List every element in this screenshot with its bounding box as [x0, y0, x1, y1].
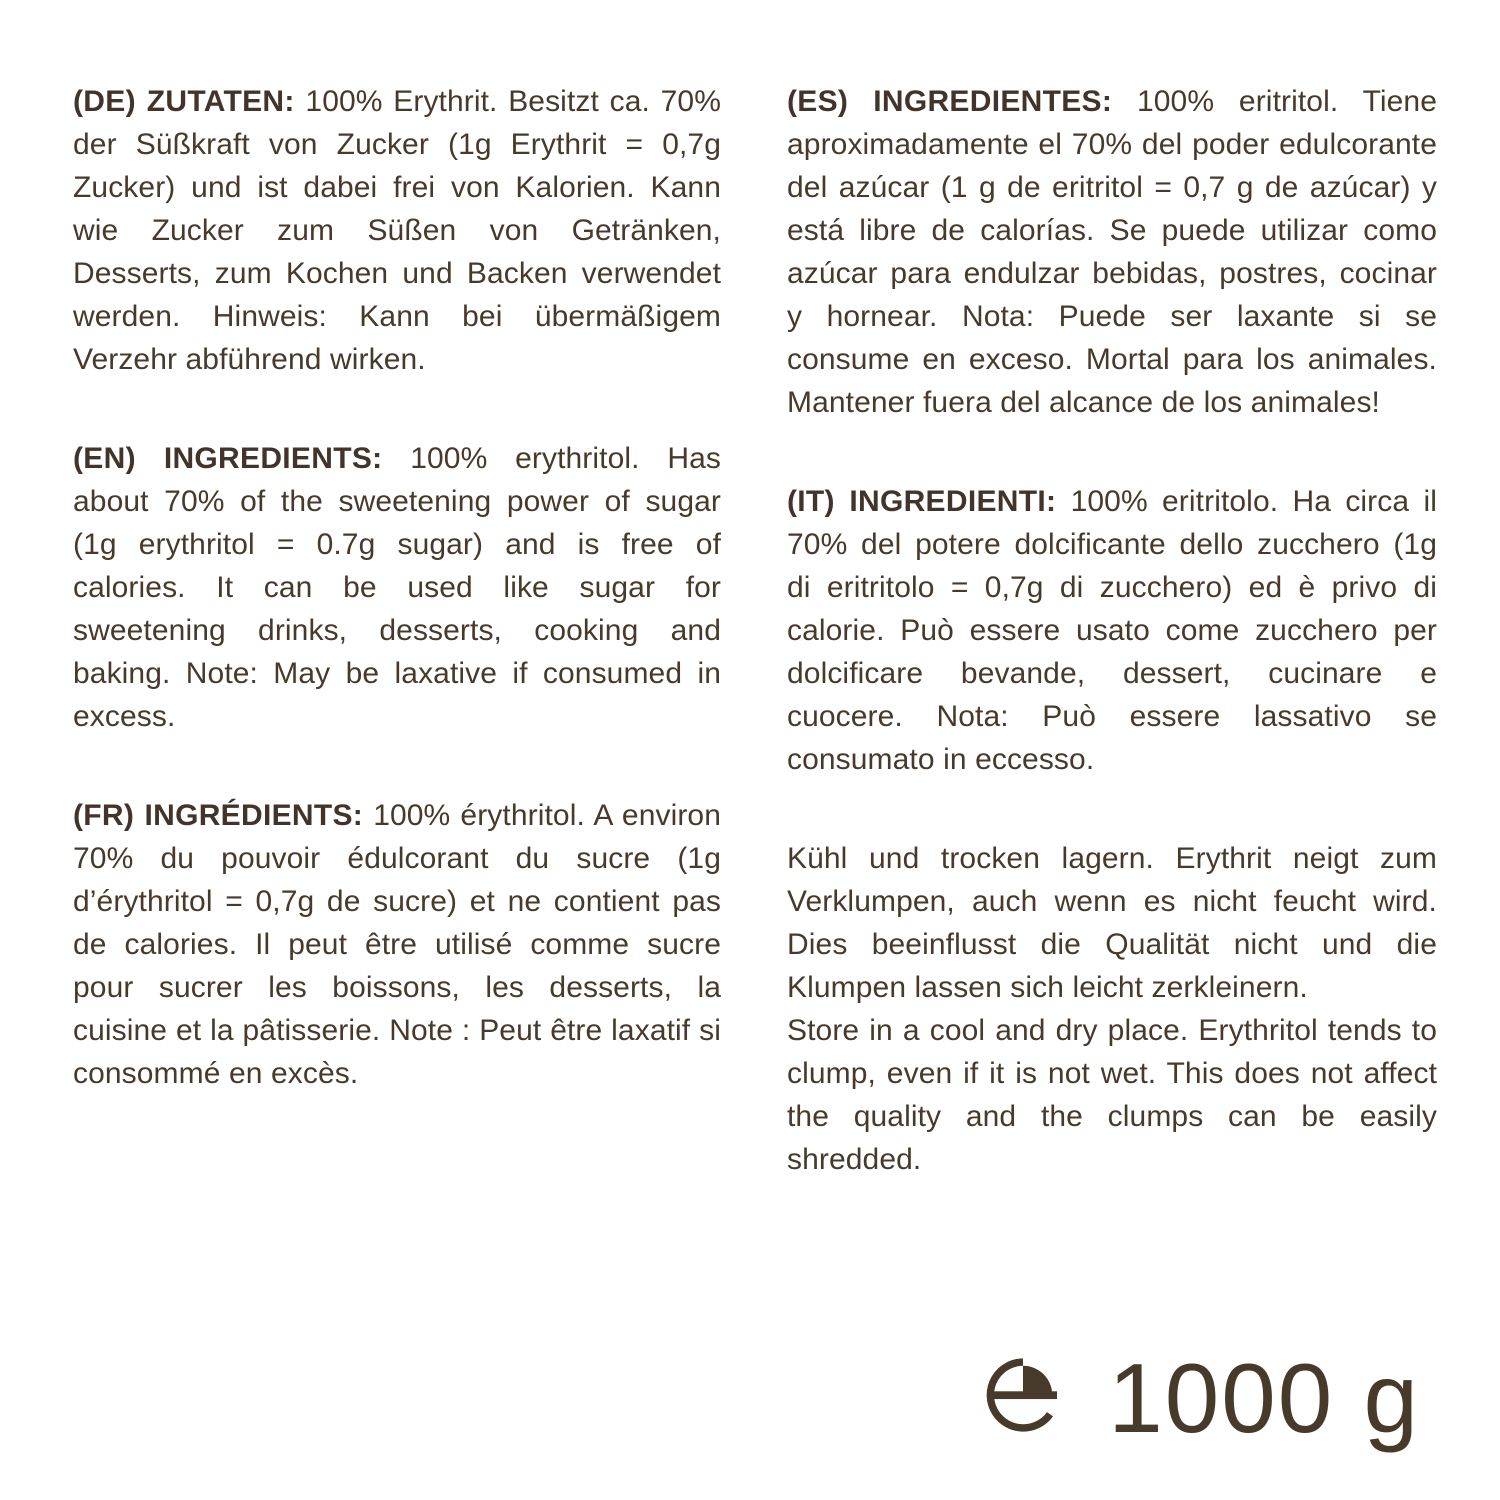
section-heading-en: (EN) INGREDIENTS: [73, 442, 383, 475]
left-column [73, 80, 721, 1151]
net-quantity [984, 1343, 1420, 1453]
section-body-de: 100% Erythrit. Besitzt ca. 70% der Süßkraft von Zucker (1g Erythrit = 0,7g Zucker) und ist dabei frei von Kalorien. Kann wie Zucker zum Süßen von Getränken, Desserts, zum Kochen und Backen verwendet werden. Hinweis: Kann bei übermäßigem Verzehr abführend wirken. [73, 85, 721, 376]
ingredients-section-es [787, 80, 1437, 424]
ingredients-section-it [787, 480, 1437, 781]
section-heading-es: (ES) INGREDIENTES: [787, 85, 1113, 118]
estimated-sign-icon [984, 1358, 1062, 1436]
ingredients-section-en [73, 437, 721, 738]
storage-instructions-en: Store in a cool and dry place. Erythritol tends to clump, even if it is not wet. This does not affect the quality and the clumps can be easily shredded. [787, 1014, 1437, 1176]
storage-instructions [787, 837, 1437, 1181]
section-body-it: 100% eritritolo. Ha circa il 70% del potere dolcificante dello zucchero (1g di eritritolo = 0,7g di zucchero) ed è privo di calorie. Può essere usato come zucchero per dolcificare bevande, dessert, cucinare e cuocere. Nota: Può essere lassativo se consumato in eccesso. [787, 485, 1437, 776]
storage-instructions-de: Kühl und trocken lagern. Erythrit neigt zum Verklumpen, auch wenn es nicht feucht wird. Dies beeinflusst die Qualität nicht und die Klumpen lassen sich leicht zerkleinern. [787, 842, 1437, 1004]
section-body-es: 100% eritritol. Tiene aproximadamente el 70% del poder edulcorante del azúcar (1 g de eritritol = 0,7 g de azúcar) y está libre de calorías. Se puede utilizar como azúcar para endulzar bebidas, postres, cocinar y hornear. Nota: Puede ser laxante si se consume en exceso. Mortal para los animales. Mantener fuera del alcance de los animales! [787, 85, 1437, 419]
section-heading-fr: (FR) INGRÉDIENTS: [73, 799, 364, 832]
section-body-en: 100% erythritol. Has about 70% of the sweetening power of sugar (1g erythritol = 0.7g sugar) and is free of calories. It can be used like sugar for sweetening drinks, desserts, cooking and baking. Note: May be laxative if consumed in excess. [73, 442, 721, 733]
right-column [787, 80, 1437, 1181]
section-heading-de: (DE) ZUTATEN: [73, 85, 295, 118]
ingredients-section-de [73, 80, 721, 381]
ingredients-section-fr [73, 794, 721, 1095]
section-body-fr: 100% érythritol. A environ 70% du pouvoir édulcorant du sucre (1g d’érythritol = 0,7g de sucre) et ne contient pas de calories. Il peut être utilisé comme sucre pour sucrer les boissons, les desserts, la cuisine et la pâtisserie. Note : Peut être laxatif si consommé en excès. [73, 799, 722, 1090]
net-quantity-value: 1000 g [1108, 1343, 1420, 1453]
section-heading-it: (IT) INGREDIENTI: [787, 485, 1057, 518]
